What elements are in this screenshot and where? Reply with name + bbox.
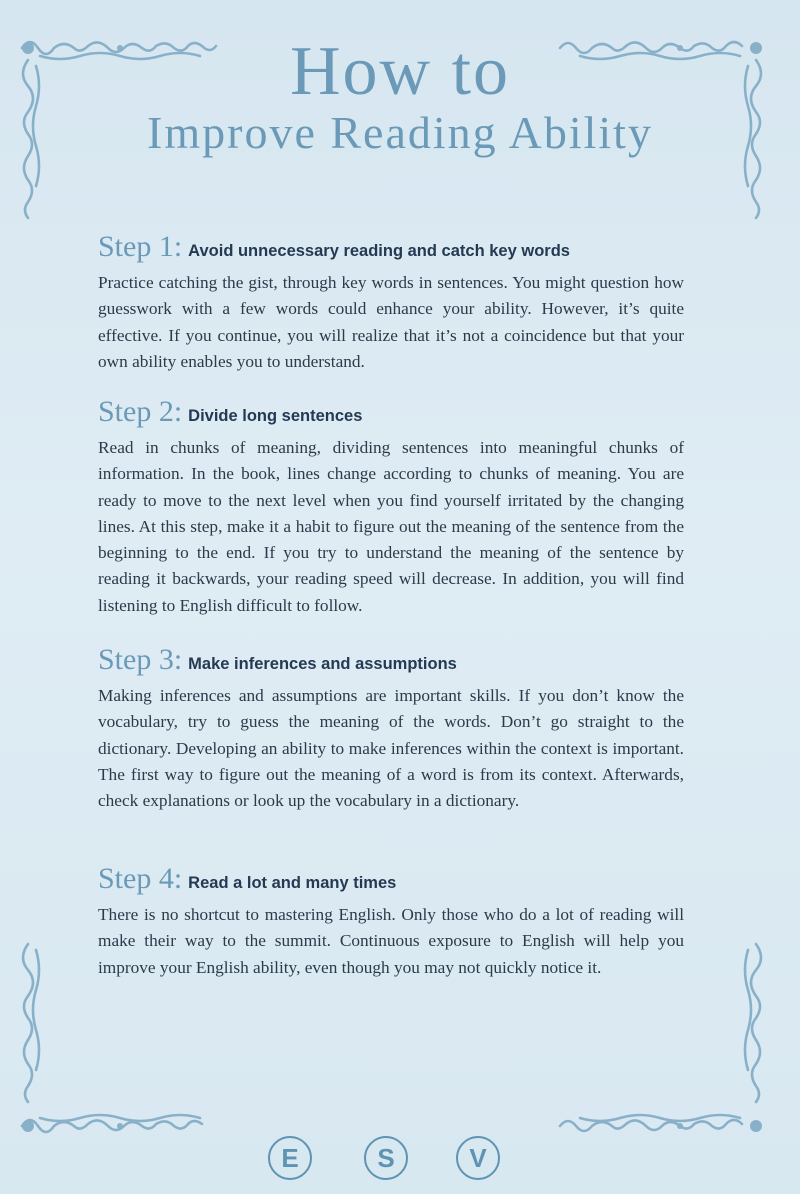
step-4-body: There is no shortcut to mastering English. Only those who do a lot of reading will make their way to the summit. Continuous exposure to English will help you improve your English ability, even though you may not quickly notice it.	[98, 905, 684, 977]
step-3-label: Step 3:	[98, 643, 183, 676]
step-4-label: Step 4:	[98, 862, 183, 895]
step-3-header	[98, 643, 684, 683]
logo-e: E	[268, 1136, 312, 1180]
step-1-label: Step 1:	[98, 230, 183, 263]
series-logos	[0, 1136, 800, 1186]
step-1-section	[98, 230, 684, 375]
step-2-label: Step 2:	[98, 395, 183, 428]
step-1-heading: Avoid unnecessary reading and catch key words	[188, 242, 570, 260]
step-3-body: Making inferences and assumptions are important skills. If you don’t know the vocabulary, try to guess the meaning of the words. Don’t go straight to the dictionary. Developing an ability to make inferences within the context is important. The first way to figure out the meaning of a word is from its context. Afterwards, check explanations or look up the vocabulary in a dictionary.	[98, 686, 684, 811]
step-4-section	[98, 862, 684, 981]
step-3-section	[98, 643, 684, 814]
step-2-heading: Divide long sentences	[188, 407, 363, 425]
step-2-header	[98, 395, 684, 435]
page-subtitle: Improve Reading Ability	[147, 107, 653, 158]
logo-v: V	[456, 1136, 500, 1180]
step-1-body: Practice catching the gist, through key words in sentences. You might question how guesswork with a few words could enhance your ability. However, it’s quite effective. If you continue, you will realize that it’s not a coincidence but that your own ability enables you to understand.	[98, 273, 684, 371]
step-1-header	[98, 230, 684, 270]
page-title: How to	[289, 33, 511, 110]
step-3-heading: Make inferences and assumptions	[188, 655, 457, 673]
step-4-header	[98, 862, 684, 902]
step-2-section	[98, 395, 684, 619]
logo-s: S	[364, 1136, 408, 1180]
step-4-heading: Read a lot and many times	[188, 874, 397, 892]
step-2-body: Read in chunks of meaning, dividing sentences into meaningful chunks of information. In the book, lines change according to chunks of meaning. You are ready to move to the next level when you find yourself irritated by the changing lines. At this step, make it a habit to figure out the meaning of the sentence from the beginning to the end. If you try to understand the meaning of the sentence by reading it backwards, your reading speed will decrease. In addition, you will find listening to English difficult to follow.	[98, 438, 684, 615]
